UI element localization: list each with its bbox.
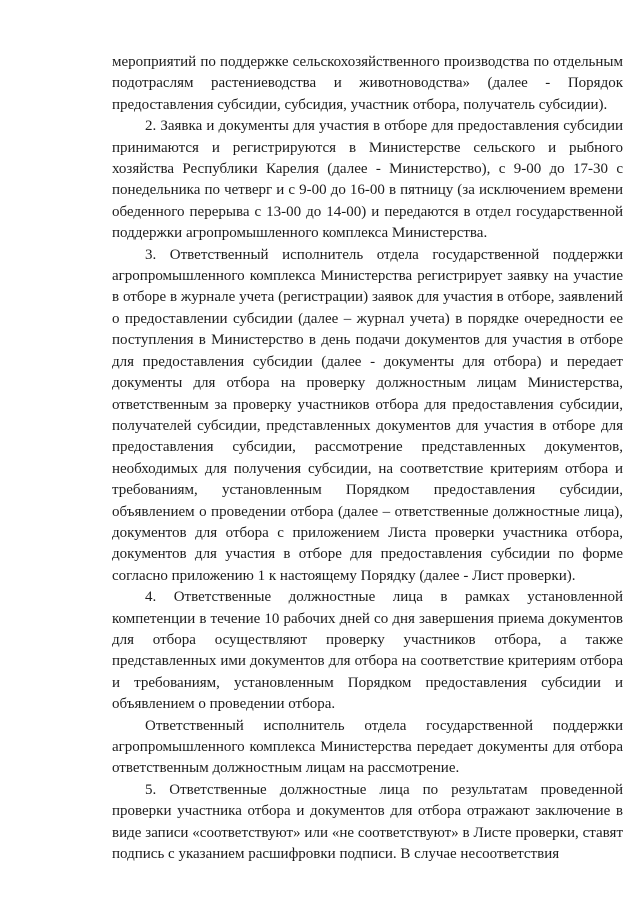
- paragraph-2: 2. Заявка и документы для участия в отборе для предоставления субсидии принимаются и регистрируются в Министерстве сельского и рыбного хозяйства Республики Карелия (далее - Министерство), с 9-00 до 17-30 с понедельника по четверг и с 9-00 до 16-00 в пятницу (за исключением времени обеденного перерыва с 13-00 до 14-00) и передаются в отдел государственной поддержки агропромышленного комплекса Министерства.: [112, 118, 623, 242]
- paragraph-5: 5. Ответственные должностные лица по результатам проведенной проверки участника отбора и документов для отбора отражают заключение в виде записи «соответствуют» или «не соответствуют» в Листе проверки, ставят подпись с указанием расшифровки подписи. В случае несоответствия: [112, 781, 623, 863]
- paragraph-4-continued: Ответственный исполнитель отдела государственной поддержки агропромышленного комплекса Министерства передает документы для отбора ответственным должностным лицам на рассмотрение.: [112, 717, 623, 777]
- paragraph-4: 4. Ответственные должностные лица в рамках установленной компетенции в течение 10 рабочих дней со дня завершения приема документов для отбора осуществляют проверку участников отбора, а также представленных ими документов для отбора на соответствие критериям отбора и требованиям, установленным Порядком предоставления субсидии и объявлением о проведении отбора.: [112, 589, 623, 713]
- paragraph-continuation: мероприятий по поддержке сельскохозяйственного производства по отдельным подотраслям растениеводства и животноводства» (далее - Порядок предоставления субсидии, субсидия, участник отбора, получатель субсидии).: [112, 54, 623, 113]
- paragraph-3: 3. Ответственный исполнитель отдела государственной поддержки агропромышленного комплекса Министерства регистрирует заявку на участие в отборе в журнале учета (регистрации) заявок для участия в отборе, заявлений о предоставлении субсидии (далее – журнал учета) в порядке очередности ее поступления в Министерство в день подачи документов для участия в отборе для предоставления субсидии (далее - документы для отбора) и передает документы для отбора на проверку должностным лицам Министерства, ответственным за проверку участников отбора для предоставления субсидии, получателей субсидии, представленных документов для участия в отборе для предоставления субсидии, рассмотрение представленных документов, необходимых для получения субсидии, на соответствие критериям отбора и требованиям, установленным Порядком предоставления субсидии, объявлением о проведении отбора (далее – ответственные должностные лица), документов для отбора с приложением Листа проверки участника отбора, документов для участия в отборе для предоставления субсидии по форме согласно приложению 1 к настоящему Порядку (далее - Лист проверки).: [112, 246, 623, 584]
